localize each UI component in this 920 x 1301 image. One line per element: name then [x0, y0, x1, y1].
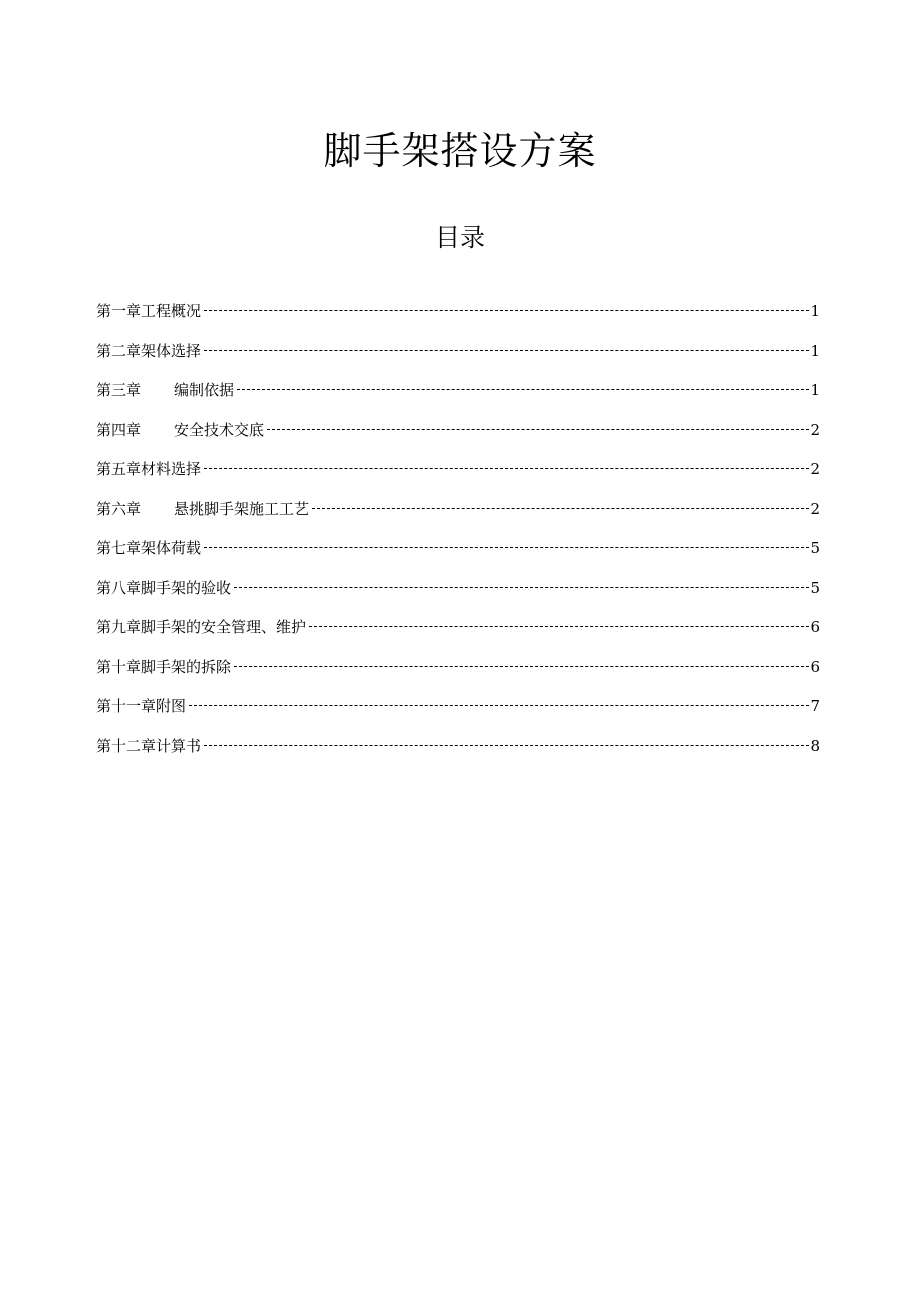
- toc-entry-page-number: 2: [810, 499, 820, 518]
- toc-entry-chapter: 第十一章: [96, 697, 157, 715]
- toc-entry-leader: [312, 508, 809, 509]
- toc-entry-page-number: 7: [810, 697, 820, 715]
- toc-entry-chapter: 第三章: [96, 381, 142, 399]
- toc-entry[interactable]: [96, 536, 820, 576]
- toc-entry-page-number: 6: [810, 618, 820, 636]
- toc-entry[interactable]: [96, 378, 820, 418]
- toc-entry-leader: [309, 626, 809, 627]
- toc-entry-title: 安全技术交底: [174, 420, 265, 439]
- toc-entry-chapter: 第九章: [96, 618, 142, 636]
- toc-heading: 目录: [434, 223, 485, 252]
- toc-entry-chapter: 第四章: [96, 420, 142, 439]
- toc-entry-title: 材料选择: [141, 460, 202, 478]
- toc-entry-leader: [204, 468, 809, 469]
- toc-entry-leader: [234, 587, 809, 588]
- toc-entry[interactable]: [96, 694, 820, 734]
- toc-entry-leader: [234, 666, 809, 667]
- toc-entry-page-number: 1: [810, 302, 820, 320]
- toc-entry-page-number: 6: [810, 657, 820, 676]
- toc-entry-leader: [204, 547, 809, 548]
- toc-entry[interactable]: [96, 497, 820, 537]
- toc-entry-page-number: 5: [810, 539, 820, 557]
- toc-entry-title: 计算书: [156, 736, 202, 755]
- toc-entry-chapter: 第一章: [96, 302, 142, 320]
- toc-entry-chapter: 第七章: [96, 539, 142, 557]
- toc-entry[interactable]: [96, 615, 820, 655]
- toc-entry-title: 脚手架的安全管理、维护: [141, 618, 307, 636]
- toc-entry-chapter: 第十二章: [96, 736, 157, 755]
- toc-entry-page-number: 8: [810, 736, 820, 755]
- toc-entry-title: 编制依据: [174, 381, 235, 399]
- toc-entry-title: 架体选择: [141, 341, 202, 360]
- toc-entry-title: 脚手架的拆除: [141, 657, 232, 676]
- toc-entry[interactable]: [96, 299, 820, 339]
- toc-entry[interactable]: [96, 576, 820, 616]
- toc-entry[interactable]: [96, 734, 820, 774]
- toc-entry-leader: [204, 745, 809, 746]
- toc-entry-title: 脚手架的验收: [141, 578, 232, 597]
- document-title: 脚手架搭设方案: [323, 129, 597, 173]
- toc-entry-title: 附图: [156, 697, 187, 715]
- table-of-contents: [96, 299, 820, 773]
- toc-entry-chapter: 第五章: [96, 460, 142, 478]
- toc-entry[interactable]: [96, 418, 820, 458]
- toc-entry-leader: [204, 310, 809, 311]
- toc-entry-title: 悬挑脚手架施工工艺: [174, 499, 310, 518]
- toc-entry-leader: [267, 429, 809, 430]
- toc-entry-title: 架体荷载: [141, 539, 202, 557]
- toc-entry[interactable]: [96, 339, 820, 379]
- toc-entry-title: 工程概况: [141, 302, 202, 320]
- toc-entry-page-number: 5: [810, 578, 820, 597]
- toc-entry-leader: [204, 350, 809, 351]
- toc-entry-page-number: 2: [810, 420, 820, 439]
- toc-entry-page-number: 1: [810, 341, 820, 360]
- toc-entry[interactable]: [96, 655, 820, 695]
- toc-entry-leader: [237, 389, 809, 390]
- toc-entry-page-number: 2: [810, 460, 820, 478]
- toc-entry-chapter: 第八章: [96, 578, 142, 597]
- toc-entry-chapter: 第十章: [96, 657, 142, 676]
- toc-entry-page-number: 1: [810, 381, 820, 399]
- toc-entry[interactable]: [96, 457, 820, 497]
- toc-entry-chapter: 第六章: [96, 499, 142, 518]
- toc-entry-chapter: 第二章: [96, 341, 142, 360]
- toc-entry-leader: [189, 705, 809, 706]
